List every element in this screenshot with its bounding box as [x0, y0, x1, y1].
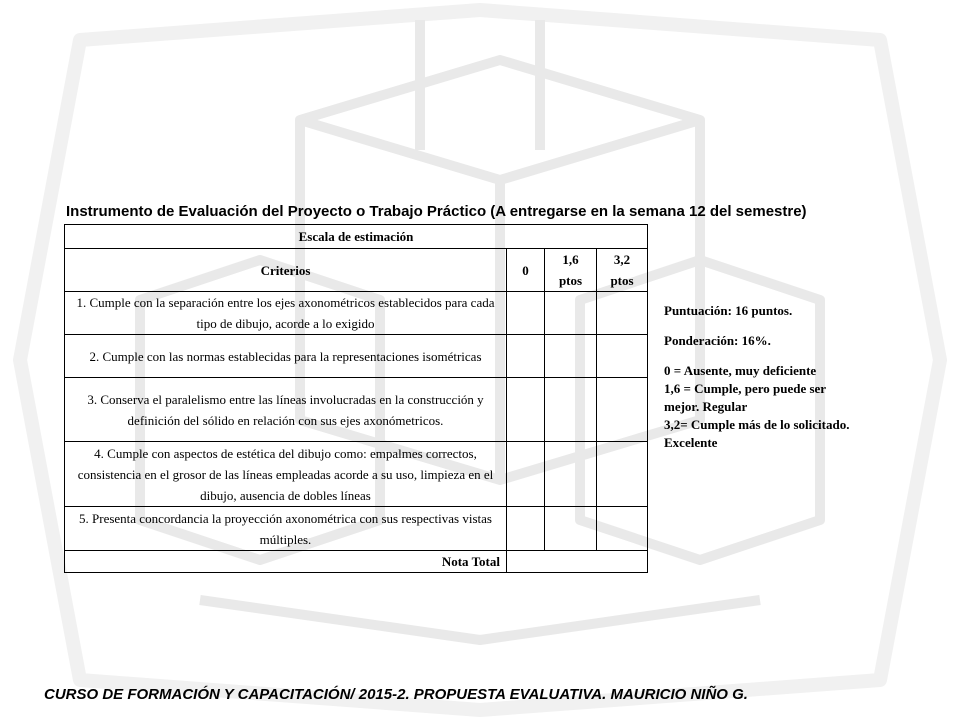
total-score-cell[interactable] [507, 551, 648, 573]
score-cell[interactable] [507, 442, 545, 507]
table-row [65, 442, 648, 507]
footer-credit: CURSO DE FORMACIÓN Y CAPACITACIÓN/ 2015-2. PROPUESTA EVALUATIVA. MAURICIO NIÑO G. [44, 686, 748, 703]
ponderacion-text: Ponderación: 16%. [664, 333, 771, 348]
score-cell[interactable] [507, 378, 545, 442]
scale-legend-line: 0 = Ausente, muy deficiente [664, 363, 817, 378]
total-row [65, 551, 648, 573]
score-cell[interactable] [507, 335, 545, 378]
document-title: Instrumento de Evaluación del Proyecto o Trabajo Práctico (A entregarse en la semana 12 del semestre) [66, 203, 807, 220]
score-cell[interactable] [507, 292, 545, 335]
criteria-header: Criterios [65, 249, 507, 292]
score-cell[interactable] [597, 378, 648, 442]
criterion-text: 4. Cumple con aspectos de estética del dibujo como: empalmes correctos, consistencia en el grosor de las líneas empleadas acorde a su uso, limpieza en el dibujo, ausencia de dobles líneas [65, 442, 507, 507]
total-label: Nota Total [65, 551, 507, 573]
score-cell[interactable] [545, 507, 597, 551]
score-cell[interactable] [597, 507, 648, 551]
criteria-header-row [65, 249, 648, 292]
table-row [65, 378, 648, 442]
table-row [65, 507, 648, 551]
puntuacion-text: Puntuación: 16 puntos. [664, 303, 793, 318]
scale-header: Escala de estimación [65, 225, 648, 249]
score-cell[interactable] [545, 292, 597, 335]
score-column-0: 0 [507, 249, 545, 292]
score-cell[interactable] [545, 378, 597, 442]
score-cell[interactable] [545, 442, 597, 507]
criterion-text: 3. Conserva el paralelismo entre las líneas involucradas en la construcción y definición del sólido en relación con sus ejes axonómetricos. [65, 378, 507, 442]
criterion-text: 2. Cumple con las normas establecidas para la representaciones isométricas [65, 335, 507, 378]
score-cell[interactable] [545, 335, 597, 378]
score-column-1-6: 1,6 ptos [545, 249, 597, 292]
scale-legend-line: 1,6 = Cumple, pero puede ser mejor. Regular [664, 381, 826, 414]
table-row [65, 292, 648, 335]
scale-legend-line: 3,2= Cumple más de lo solicitado. Excelente [664, 417, 850, 450]
score-cell[interactable] [597, 335, 648, 378]
evaluation-rubric-table [64, 224, 648, 573]
scale-header-row [65, 225, 648, 249]
score-cell[interactable] [597, 442, 648, 507]
scoring-notes [664, 302, 864, 452]
table-row [65, 335, 648, 378]
score-column-3-2: 3,2 ptos [597, 249, 648, 292]
criterion-text: 5. Presenta concordancia la proyección axonométrica con sus respectivas vistas múltiples. [65, 507, 507, 551]
scale-legend [664, 362, 864, 452]
criterion-text: 1. Cumple con la separación entre los ejes axonométricos establecidos para cada tipo de dibujo, acorde a lo exigido [65, 292, 507, 335]
score-cell[interactable] [597, 292, 648, 335]
score-cell[interactable] [507, 507, 545, 551]
